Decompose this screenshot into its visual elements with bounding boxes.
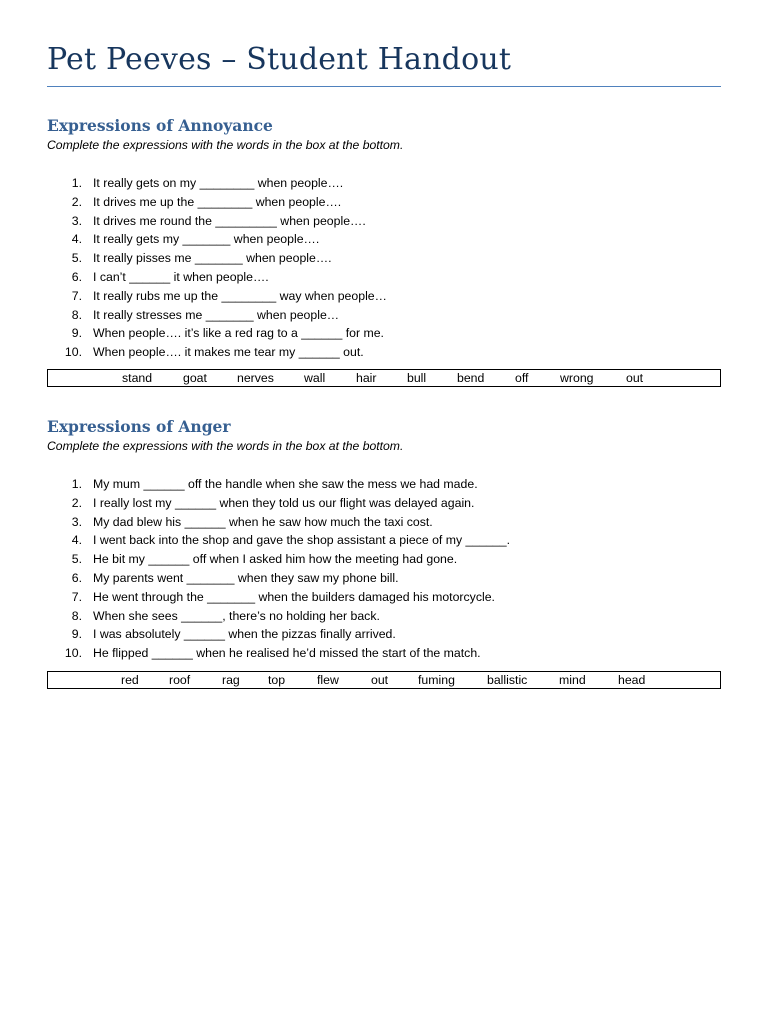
question-number: 8. xyxy=(71,307,82,322)
question-number: 7. xyxy=(71,288,82,303)
question-number: 10. xyxy=(64,345,82,360)
question-number: 6. xyxy=(71,570,82,585)
word-box xyxy=(47,671,721,689)
question-item xyxy=(47,230,721,249)
question-item xyxy=(47,644,721,663)
question-number: 3. xyxy=(71,514,82,529)
question-item xyxy=(47,249,721,268)
question-item xyxy=(47,324,721,343)
word-box-item: ballistic xyxy=(487,673,528,687)
page-title: Pet Peeves – Student Handout xyxy=(47,42,512,77)
question-item xyxy=(47,343,721,362)
word-box-item: hair xyxy=(356,371,377,385)
word-box-item: red xyxy=(121,673,139,687)
word-box-item: off xyxy=(515,371,529,385)
word-box-item: stand xyxy=(122,371,153,385)
question-text: I can’t ______ it when people…. xyxy=(93,269,269,284)
question-text: My mum ______ off the handle when she saw the mess we had made. xyxy=(93,477,478,491)
question-list xyxy=(47,174,721,362)
question-text: I really lost my ______ when they told us our flight was delayed again. xyxy=(93,495,475,510)
question-number: 9. xyxy=(71,326,82,341)
question-text: When people…. it’s like a red rag to a ______ for me. xyxy=(93,326,384,341)
question-item xyxy=(47,174,721,193)
question-text: It really stresses me _______ when people… xyxy=(93,307,340,322)
section-heading: Expressions of Annoyance xyxy=(47,116,273,135)
question-number: 4. xyxy=(71,533,82,548)
question-item xyxy=(47,607,721,626)
question-text: He went through the _______ when the builders damaged his motorcycle. xyxy=(93,589,495,604)
question-text: It really gets my _______ when people…. xyxy=(93,232,320,247)
question-number: 10. xyxy=(64,646,82,661)
question-item xyxy=(47,268,721,287)
question-item xyxy=(47,588,721,607)
question-item xyxy=(47,494,721,513)
question-text: I was absolutely ______ when the pizzas finally arrived. xyxy=(93,627,396,642)
question-item xyxy=(47,569,721,588)
question-text: My dad blew his ______ when he saw how much the taxi cost. xyxy=(93,514,433,529)
word-box-item: wall xyxy=(304,371,326,385)
word-box-item: wrong xyxy=(560,371,594,385)
question-item xyxy=(47,193,721,212)
word-box-item: flew xyxy=(317,673,339,687)
word-box-item: out xyxy=(371,673,389,687)
question-number: 8. xyxy=(71,608,82,623)
word-box xyxy=(47,369,721,387)
question-text: It really pisses me _______ when people…. xyxy=(93,251,332,266)
annoyance-section xyxy=(47,116,721,385)
question-item xyxy=(47,475,721,494)
question-number: 7. xyxy=(71,589,82,604)
question-number: 4. xyxy=(71,232,82,247)
word-box-item: nerves xyxy=(237,371,274,385)
question-text: He bit my ______ off when I asked him how the meeting had gone. xyxy=(93,552,458,567)
word-box-item: out xyxy=(626,371,644,385)
question-text: It really rubs me up the ________ way when people… xyxy=(93,288,387,303)
question-text: When she sees ______, there’s no holding her back. xyxy=(93,608,380,623)
word-box-item: head xyxy=(618,673,646,687)
question-item xyxy=(47,625,721,644)
word-box-item: top xyxy=(268,673,286,687)
anger-section xyxy=(47,417,721,687)
section-heading: Expressions of Anger xyxy=(47,417,231,436)
question-text: My parents went _______ when they saw my phone bill. xyxy=(93,570,399,585)
word-box-item: rag xyxy=(222,673,240,687)
question-text: It really gets on my ________ when people…. xyxy=(93,176,344,190)
section-instructions: Complete the expressions with the words in the box at the bottom. xyxy=(47,138,404,152)
word-box-item: roof xyxy=(169,673,191,687)
question-text: I went back into the shop and gave the shop assistant a piece of my ______. xyxy=(93,533,511,548)
question-number: 6. xyxy=(71,269,82,284)
word-box-item: goat xyxy=(183,371,207,385)
question-number: 2. xyxy=(71,495,82,510)
question-item xyxy=(47,550,721,569)
question-number: 5. xyxy=(71,251,82,266)
question-text: He flipped ______ when he realised he’d missed the start of the match. xyxy=(93,646,481,661)
question-number: 1. xyxy=(71,477,82,491)
title-divider xyxy=(47,86,721,87)
word-box-item: bull xyxy=(407,371,427,385)
question-number: 5. xyxy=(71,552,82,567)
question-number: 2. xyxy=(71,194,82,209)
question-text: It drives me round the _________ when people…. xyxy=(93,213,366,228)
word-box-item: bend xyxy=(457,371,485,385)
question-text: When people…. it makes me tear my ______ out. xyxy=(93,345,364,360)
question-item xyxy=(47,287,721,306)
word-box-item: fuming xyxy=(418,673,455,687)
word-box-item: mind xyxy=(559,673,586,687)
question-item xyxy=(47,212,721,231)
question-text: It drives me up the ________ when people…. xyxy=(93,194,342,209)
question-item xyxy=(47,306,721,325)
question-number: 1. xyxy=(71,176,82,190)
question-list xyxy=(47,475,721,663)
question-item xyxy=(47,531,721,550)
question-number: 3. xyxy=(71,213,82,228)
question-number: 9. xyxy=(71,627,82,642)
question-item xyxy=(47,513,721,532)
section-instructions: Complete the expressions with the words in the box at the bottom. xyxy=(47,439,404,453)
